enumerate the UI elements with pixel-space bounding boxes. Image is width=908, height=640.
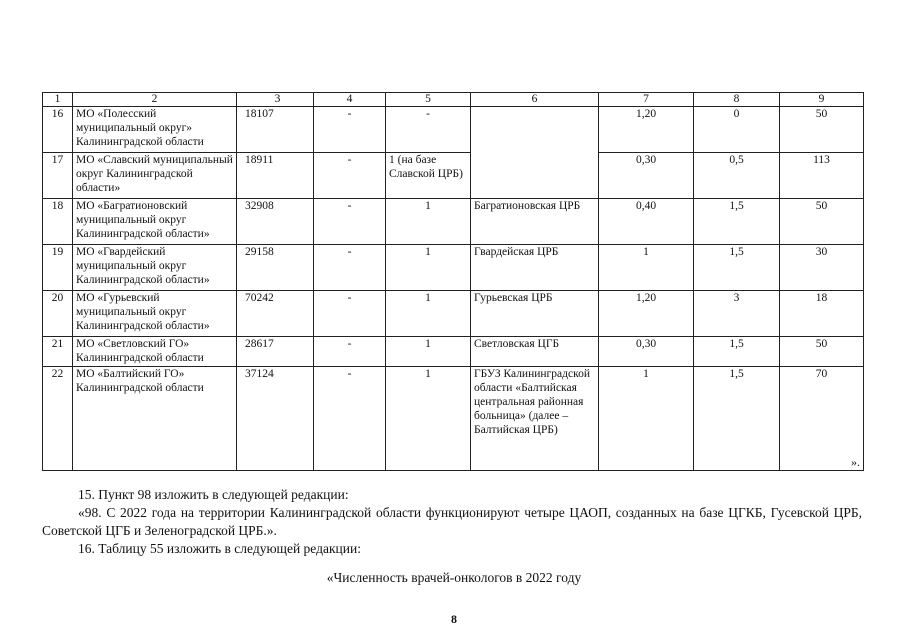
col8-cell: 3 [694,291,780,337]
municipality-name: МО «Славский муниципальный округ Калининградской области» [73,153,237,199]
row-number: 22 [43,367,73,471]
table-row [43,199,864,245]
municipality-name: МО «Полесский муниципальный округ» Калининградской области [73,107,237,153]
page-number: 8 [451,612,457,626]
col7-cell: 0,30 [599,337,694,367]
municipality-name: МО «Багратионовский муниципальный округ Калининградской области» [73,199,237,245]
header-cell: 5 [386,93,471,107]
col7-cell: 0,30 [599,153,694,199]
population-cell: 32908 [237,199,314,245]
col9-cell: 50 [780,199,864,245]
col7-cell: 1,20 [599,291,694,337]
col8-cell: 1,5 [694,245,780,291]
population-cell: 70242 [237,291,314,337]
header-cell: 3 [237,93,314,107]
closing-quote-mark: ». [851,455,860,469]
table-row [43,153,864,199]
municipality-name: МО «Светловский ГО» Калининградской области [73,337,237,367]
row-number: 19 [43,245,73,291]
population-cell: 18911 [237,153,314,199]
row-number: 16 [43,107,73,153]
paragraph-item-16: 16. Таблицу 55 изложить в следующей редакции: [78,541,361,556]
col5-cell: 1 [386,291,471,337]
population-cell: 37124 [237,367,314,471]
table-row [43,337,864,367]
row-number: 21 [43,337,73,367]
population-cell: 29158 [237,245,314,291]
table-row [43,245,864,291]
row-number: 17 [43,153,73,199]
population-cell: 18107 [237,107,314,153]
table-row [43,107,864,153]
facility-cell: Гурьевская ЦРБ [471,291,599,337]
facility-cell: ГБУЗ Калининградской области «Балтийская центральная районная больница» (далее – Балтийская ЦРБ) [471,367,599,471]
col5-cell: - [386,107,471,153]
paragraph-item-98: «98. С 2022 года на территории Калининградской области функционируют четыре ЦАОП, созданных на базе ЦГКБ, Гусевской ЦРБ, Советской ЦГБ и Зеленоградской ЦРБ.». [42,505,862,538]
col8-cell: 1,5 [694,367,780,471]
col9-cell: 30 [780,245,864,291]
municipality-name: МО «Гурьевский муниципальный округ Калининградской области» [73,291,237,337]
population-cell: 28617 [237,337,314,367]
header-cell: 6 [471,93,599,107]
facility-cell [471,107,599,199]
header-cell: 2 [73,93,237,107]
header-cell: 8 [694,93,780,107]
col8-cell: 0 [694,107,780,153]
col9-cell: 50 [780,107,864,153]
municipality-name: МО «Гвардейский муниципальный округ Калининградской области» [73,245,237,291]
col4-cell: - [314,153,386,199]
col4-cell: - [314,107,386,153]
col7-cell: 1 [599,367,694,471]
header-cell: 1 [43,93,73,107]
col8-cell: 0,5 [694,153,780,199]
row-number: 20 [43,291,73,337]
col4-cell: - [314,367,386,471]
col5-cell: 1 [386,367,471,471]
col8-cell: 1,5 [694,337,780,367]
col5-cell: 1 [386,199,471,245]
col7-cell: 0,40 [599,199,694,245]
col4-cell: - [314,245,386,291]
col4-cell: - [314,199,386,245]
header-cell: 9 [780,93,864,107]
paragraph-item-15: 15. Пункт 98 изложить в следующей редакции: [78,487,349,502]
col9-cell: 50 [780,337,864,367]
table-row [43,291,864,337]
table-header-row [43,93,864,107]
facility-cell: Гвардейская ЦРБ [471,245,599,291]
table-row [43,367,864,471]
col8-cell: 1,5 [694,199,780,245]
municipality-name: МО «Балтийский ГО» Калининградской области [73,367,237,471]
col5-cell: 1 [386,245,471,291]
col4-cell: - [314,291,386,337]
data-table [42,92,864,471]
facility-cell: Светловская ЦГБ [471,337,599,367]
col9-cell: 70 [780,367,864,471]
col4-cell: - [314,337,386,367]
col7-cell: 1,20 [599,107,694,153]
facility-cell: Багратионовская ЦРБ [471,199,599,245]
col9-cell: 18 [780,291,864,337]
header-cell: 7 [599,93,694,107]
col7-cell: 1 [599,245,694,291]
col5-cell: 1 (на базе Славской ЦРБ) [386,153,471,199]
table-title: «Численность врачей-онкологов в 2022 году [326,570,582,585]
col9-cell: 113 [780,153,864,199]
col5-cell: 1 [386,337,471,367]
header-cell: 4 [314,93,386,107]
row-number: 18 [43,199,73,245]
